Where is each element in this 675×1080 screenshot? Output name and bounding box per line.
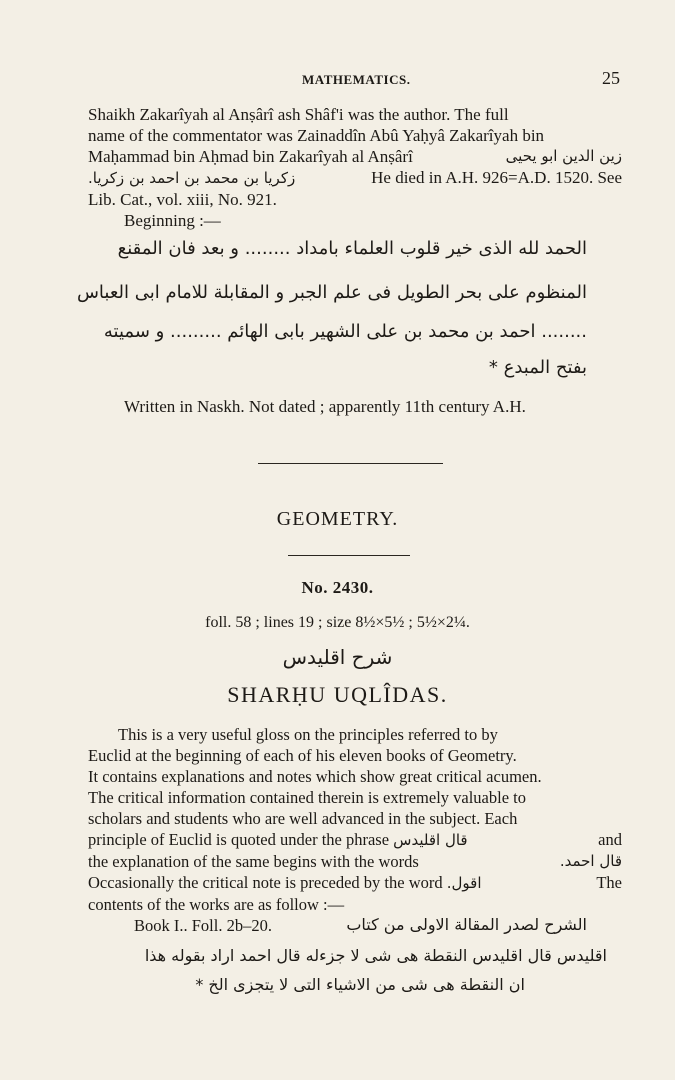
arabic-line: المنظوم على بحر الطويل فى علم الجبر و المقابلة للامام ابى العباس bbox=[76, 282, 587, 303]
text-line bbox=[88, 167, 622, 189]
text-span: and bbox=[598, 830, 622, 849]
text-span: the explanation of the same begins with the words bbox=[88, 852, 419, 871]
text-line: name of the commentator was Zainaddîn Abû Yaḥyâ Zakarîyah bin bbox=[88, 126, 545, 145]
text-span: principle of Euclid is quoted under the phrase bbox=[88, 830, 390, 849]
text-line: scholars and students who are well advanced in the subject. Each bbox=[88, 809, 518, 828]
arabic-line: ان النقطة هى شى من الاشياء التى لا يتجزى الخ * bbox=[195, 975, 525, 994]
text-line: Lib. Cat., vol. xiii, No. 921. bbox=[88, 190, 277, 209]
page-header bbox=[0, 68, 675, 92]
arabic-line: ........ احمد بن محمد بن على الشهير بابى الهائم ......... و سميته bbox=[103, 321, 587, 342]
text-line: It contains explanations and notes which show great critical acumen. bbox=[88, 767, 542, 786]
book-entry-label: Book I.. Foll. 2b–20. bbox=[134, 916, 272, 935]
text-line: Shaikh Zakarîyah al Anṣârî ash Shâf'i was the author. The full bbox=[88, 105, 509, 124]
text-span: He died in A.H. 926=A.D. 1520. See bbox=[371, 168, 622, 187]
beginning-label: Beginning :— bbox=[124, 211, 221, 230]
text-span: Maḥammad bin Aḥmad bin Zakarîyah al Anṣârî bbox=[88, 147, 413, 166]
text-line bbox=[88, 872, 622, 894]
text-line bbox=[88, 829, 622, 851]
manuscript-description: foll. 58 ; lines 19 ; size 8½×5½ ; 5½×2¼. bbox=[205, 614, 470, 631]
arabic-inline: اقول. bbox=[446, 874, 482, 892]
text-line: The critical information contained therein is extremely valuable to bbox=[88, 788, 526, 807]
title-underline bbox=[288, 555, 410, 556]
top-paragraph bbox=[88, 104, 622, 231]
manuscript-title: SHARḤU UQLÎDAS. bbox=[227, 682, 448, 707]
text-span: The bbox=[596, 873, 622, 892]
arabic-line: الشرح لصدر المقالة الاولى من كتاب bbox=[346, 915, 587, 934]
text-line bbox=[88, 851, 622, 872]
arabic-line: الحمد لله الذى خير قلوب العلماء بامداد ........ و بعد فان المقنع bbox=[117, 238, 587, 259]
arabic-inline: قال احمد. bbox=[559, 852, 622, 870]
arabic-inline: قال اقليدس bbox=[393, 831, 468, 849]
text-line: contents of the works are as follow :— bbox=[88, 895, 345, 914]
text-line: This is a very useful gloss on the principles referred to by bbox=[118, 725, 498, 744]
body-paragraph bbox=[88, 724, 622, 915]
arabic-inline: زين الدين ابو يحيى bbox=[505, 147, 622, 165]
text-span: Occasionally the critical note is preceded by the word bbox=[88, 873, 443, 892]
arabic-line: بفتح المبدع * bbox=[488, 357, 587, 378]
section-title: GEOMETRY. bbox=[276, 508, 399, 530]
running-head: MATHEMATICS. bbox=[302, 72, 411, 87]
written-note: Written in Naskh. Not dated ; apparently 11th century A.H. bbox=[124, 397, 526, 416]
section-divider bbox=[258, 463, 443, 464]
manuscript-number: No. 2430. bbox=[301, 578, 374, 597]
arabic-title: شرح اقليدس bbox=[282, 645, 393, 669]
arabic-inline: زكريا بن محمد بن احمد بن زكريا. bbox=[88, 169, 296, 187]
arabic-line: اقليدس قال اقليدس النقطة هى شى لا جزءله قال احمد اراد بقوله هذا bbox=[144, 946, 607, 965]
text-line bbox=[88, 146, 622, 167]
page-number: 25 bbox=[602, 68, 620, 88]
text-line: Euclid at the beginning of each of his eleven books of Geometry. bbox=[88, 746, 517, 765]
